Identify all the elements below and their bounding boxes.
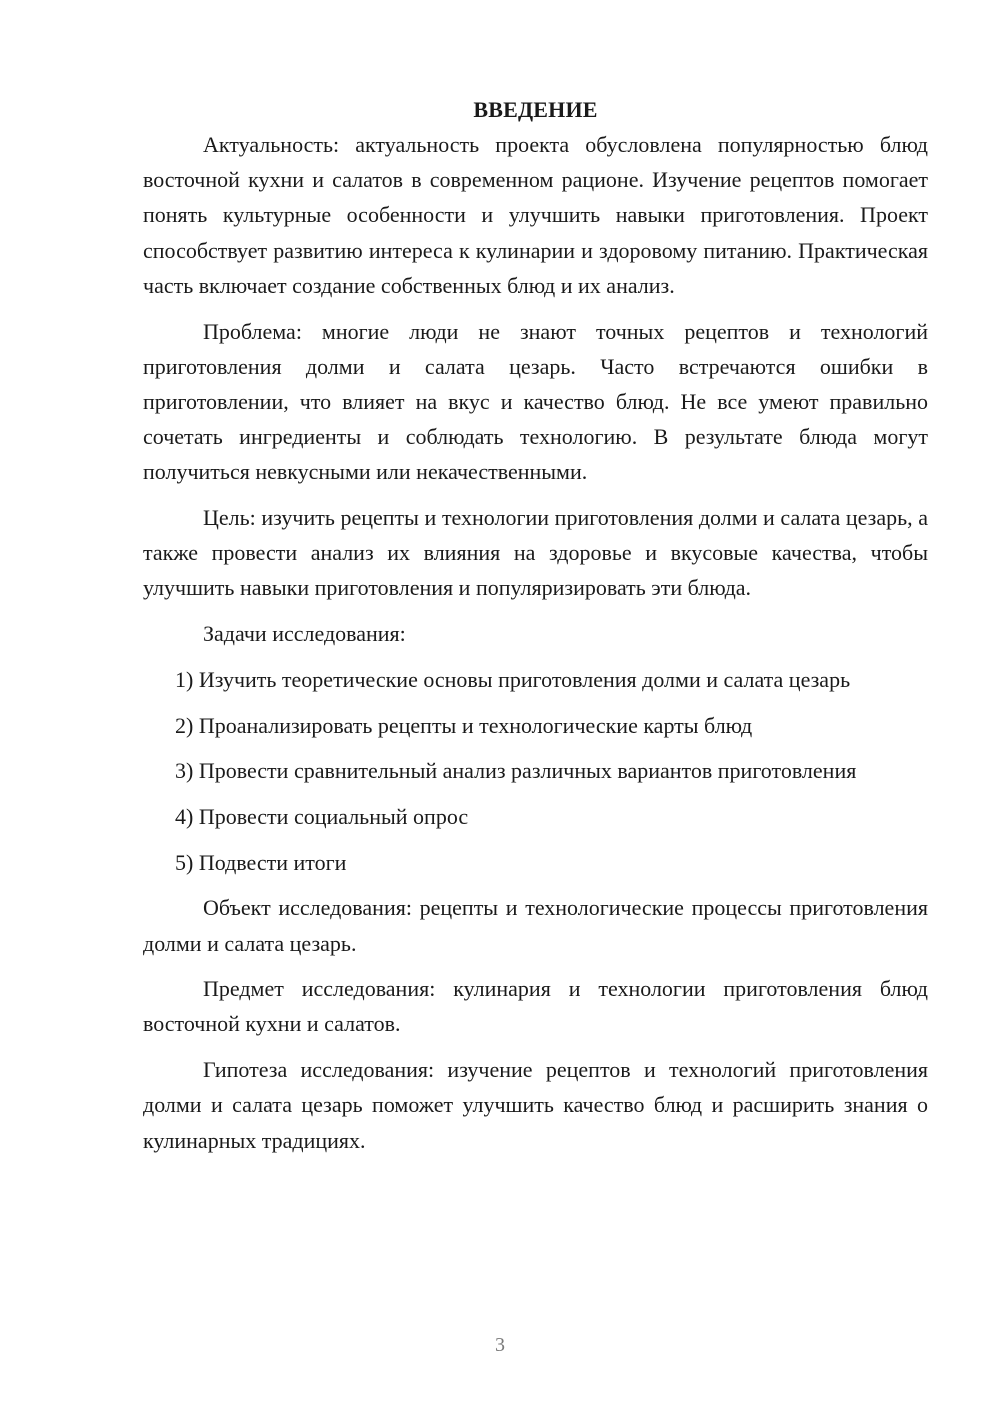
paragraph-hypothesis: Гипотеза исследования: изучение рецептов и технологий приготовления долми и салата цезарь поможет улучшить качество блюд и расширить знания о кулинарных традициях. xyxy=(143,1057,928,1153)
page-number: 3 xyxy=(495,1334,505,1356)
document-page xyxy=(143,92,928,1168)
paragraph-problem: Проблема: многие люди не знают точных рецептов и технологий приготовления долми и салата цезарь. Часто встречаются ошибки в приготовлении, что влияет на вкус и качество блюд. Не все умеют правильно сочетать ингредиенты и соблюдать технологию. В результате блюда могут получиться невкусными или некачественными. xyxy=(143,318,928,485)
paragraph-relevance: Актуальность: актуальность проекта обусловлена популярностью блюд восточной кухни и салатов в современном рационе. Изучение рецептов помогает понять культурные особенности и улучшить навыки приготовления. Проект способствует развитию интереса к кулинарии и здоровому питанию. Практическая часть включает создание собственных блюд и их анализ. xyxy=(143,132,928,298)
paragraph-object: Объект исследования: рецепты и технологические процессы приготовления долми и салата цезарь. xyxy=(143,895,928,956)
task-item-3: 3) Провести сравнительный анализ различных вариантов приготовления xyxy=(175,758,857,784)
paragraph-goal: Цель: изучить рецепты и технологии приготовления долми и салата цезарь, а также провести анализ их влияния на здоровье и вкусовые качества, чтобы улучшить навыки приготовления и популяризировать эти блюда. xyxy=(143,505,928,601)
paragraph-subject: Предмет исследования: кулинария и технологии приготовления блюд восточной кухни и салатов. xyxy=(143,976,928,1037)
task-item-1: 1) Изучить теоретические основы приготовления долми и салата цезарь xyxy=(175,666,851,692)
tasks-heading: Задачи исследования: xyxy=(203,621,406,647)
task-item-5: 5) Подвести итоги xyxy=(175,849,347,875)
task-item-4: 4) Провести социальный опрос xyxy=(175,803,469,829)
page-title: ВВЕДЕНИЕ xyxy=(473,97,598,122)
task-item-2: 2) Проанализировать рецепты и технологические карты блюд xyxy=(175,712,753,738)
